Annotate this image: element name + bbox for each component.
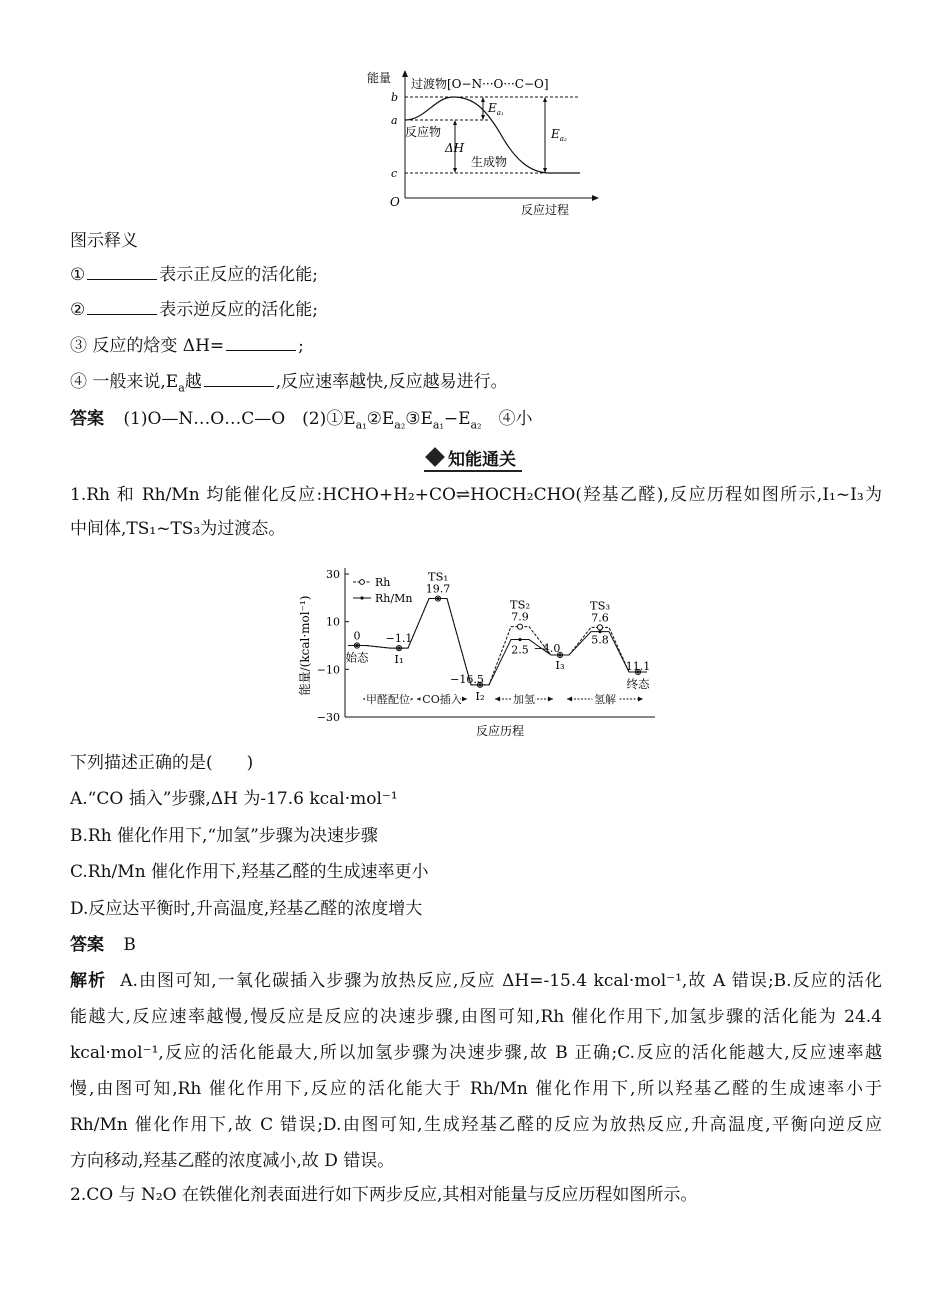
section-title: 知能通关 xyxy=(448,449,516,470)
legend-marker-rh xyxy=(360,580,365,585)
legend-label-rh-mn: Rh/Mn xyxy=(375,592,413,605)
product-label: 生成物 xyxy=(471,155,508,169)
y-tick-label: 10 xyxy=(326,615,340,629)
delta-h-label: ΔH xyxy=(445,141,465,155)
state-label: TS₁ xyxy=(427,569,449,584)
reaction-profile-chart xyxy=(295,552,660,742)
analysis-line-6: 方向移动,羟基乙醛的浓度减小,故 D 错误。 xyxy=(70,1151,395,1171)
question-2: 2.CO 与 N₂O 在铁催化剂表面进行如下两步反应,其相对能量与反应历程如图所示。 xyxy=(70,1185,698,1205)
data-point-rh-mn xyxy=(436,597,439,600)
x-axis-label: 反应历程 xyxy=(475,724,525,738)
stage-label: 加氢 xyxy=(513,693,535,706)
value-label: −1.1 xyxy=(385,632,413,646)
answer-label: 答案 xyxy=(70,409,104,429)
value-label-rh-mn: 2.5 xyxy=(511,643,529,657)
stage-label: CO插入 xyxy=(422,693,462,706)
value-label-rh-mn: 5.8 xyxy=(591,633,609,647)
diamond-icon xyxy=(425,447,445,467)
fill-blank[interactable] xyxy=(204,370,274,387)
state-label: I₂ xyxy=(475,688,485,703)
analysis-line-4: 慢,由图可知,Rh 催化作用下,反应的活化能大于 Rh/Mn 催化作用下,所以羟基乙醛的生成速率小于 xyxy=(70,1079,882,1099)
fill-blank[interactable] xyxy=(226,334,296,351)
stage-label: 甲醛配位 xyxy=(366,693,410,706)
answer-1: 答案 (1)O—N…O…C—O $(2)①E_{a_1}②E_{a_2}③E_{a_1}-E_{a_2}$ ④小 xyxy=(70,409,533,432)
y-axis-label: 能量/(kcal·mol⁻¹) xyxy=(298,595,312,696)
analysis-line-3: kcal·mol⁻¹,反应的活化能最大,所以加氢步骤为决速步骤,故 B 正确;C.反应的活化能越大,反应速率越 xyxy=(70,1043,882,1063)
intro-item-4: ④ 一般来说$,E_a$越 ,反应速率越快,反应越易进行。 xyxy=(70,372,508,395)
state-label: I₁ xyxy=(394,652,404,667)
option-b[interactable]: B.Rh 催化作用下,“加氢”步骤为决速步骤 xyxy=(70,826,378,846)
reactant-label: 反应物 xyxy=(405,125,442,139)
data-point-rh-mn xyxy=(518,638,521,641)
stage-arrowhead xyxy=(548,697,553,702)
data-point-rh-mn xyxy=(397,647,400,650)
value-label: −16.5 xyxy=(450,672,484,686)
state-label: 终态 xyxy=(626,676,650,691)
state-label: TS₂ xyxy=(509,597,531,612)
tick-b: b xyxy=(391,91,399,104)
question-1-line-1: 1.Rh 和 Rh/Mn 均能催化反应:HCHO+H₂+CO⇌HOCH₂CHO(羟基乙醛),反应历程如图所示,I₁~I₃为 xyxy=(70,485,882,505)
data-point-rh xyxy=(597,625,602,630)
intro-item-1: ① 表示正反应的活化能; xyxy=(70,265,318,285)
transition-state-label: 过渡物[O−N···O···C−O] xyxy=(411,77,549,91)
analysis-label: 解析 xyxy=(70,971,107,991)
stage-arrowhead xyxy=(567,697,572,702)
value-label: 7.9 xyxy=(511,610,529,624)
y-tick-label: −10 xyxy=(316,663,340,677)
y-tick-label: −30 xyxy=(316,711,340,724)
answer-label: 答案 xyxy=(70,935,104,955)
intro-item-2: ② 表示逆反应的活化能; xyxy=(70,300,318,320)
section-header xyxy=(424,444,522,472)
legend-marker-rh-mn xyxy=(360,596,363,599)
energy-profile-diagram xyxy=(365,68,605,218)
value-label: 0 xyxy=(353,629,361,643)
analysis-line-1: 解析 A.由图可知,一氧化碳插入步骤为放热反应,反应 ΔH=-15.4 kcal·mol⁻¹,故 A 错误;B.反应的活化 xyxy=(70,971,883,991)
value-label: 19.7 xyxy=(425,582,451,596)
data-point-rh-mn xyxy=(355,644,358,647)
answer-value: B xyxy=(123,935,136,955)
stage-arrowhead xyxy=(495,697,500,702)
data-point-rh xyxy=(517,624,522,629)
y-tick-label: 30 xyxy=(326,568,340,581)
y-axis-label: 能量 xyxy=(367,71,392,85)
value-label: −4.0 xyxy=(533,642,561,656)
tick-c: c xyxy=(391,167,398,180)
legend-label-rh: Rh xyxy=(375,576,391,589)
option-c[interactable]: C.Rh/Mn 催化作用下,羟基乙醛的生成速率更小 xyxy=(70,862,429,882)
state-label: I₃ xyxy=(555,658,565,673)
value-label: 11.1 xyxy=(625,659,651,673)
ea2-label: $E_{a_2}$ xyxy=(551,127,567,143)
stage-arrowhead xyxy=(638,697,643,702)
fill-blank[interactable] xyxy=(87,263,157,280)
option-a[interactable]: A.“CO 插入”步骤,ΔH 为-17.6 kcal·mol⁻¹ xyxy=(70,789,398,809)
state-label: 始态 xyxy=(345,650,369,665)
question-1-prompt: 下列描述正确的是( ) xyxy=(70,753,254,773)
answer-q1 xyxy=(70,934,136,956)
intro-item-3: ③ 反应的焓变 ΔH= ; xyxy=(70,336,304,356)
fill-blank[interactable] xyxy=(87,298,157,315)
option-d[interactable]: D.反应达平衡时,升高温度,羟基乙醛的浓度增大 xyxy=(70,899,423,919)
tick-a: a xyxy=(391,114,398,127)
stage-arrowhead xyxy=(417,697,422,702)
stage-arrowhead xyxy=(462,697,467,702)
ea1-label: $E_{a_1}$ xyxy=(488,101,504,117)
analysis-line-2: 能越大,反应速率越慢,慢反应是反应的决速步骤,由图可知,Rh 催化作用下,加氢步骤的活化能为 24.4 xyxy=(70,1007,882,1027)
question-1-line-2: 中间体,TS₁~TS₃为过渡态。 xyxy=(70,519,286,539)
analysis-line-5: Rh/Mn 催化作用下,故 C 错误;D.由图可知,生成羟基乙醛的反应为放热反应,升高温度,平衡向逆反应 xyxy=(70,1115,882,1135)
value-label: 7.6 xyxy=(591,611,609,625)
origin-label: O xyxy=(390,195,400,209)
x-axis-label: 反应过程 xyxy=(521,203,570,217)
stage-label: 氢解 xyxy=(594,693,616,706)
state-label: TS₃ xyxy=(589,598,611,613)
intro-heading: 图示释义 xyxy=(70,231,138,251)
